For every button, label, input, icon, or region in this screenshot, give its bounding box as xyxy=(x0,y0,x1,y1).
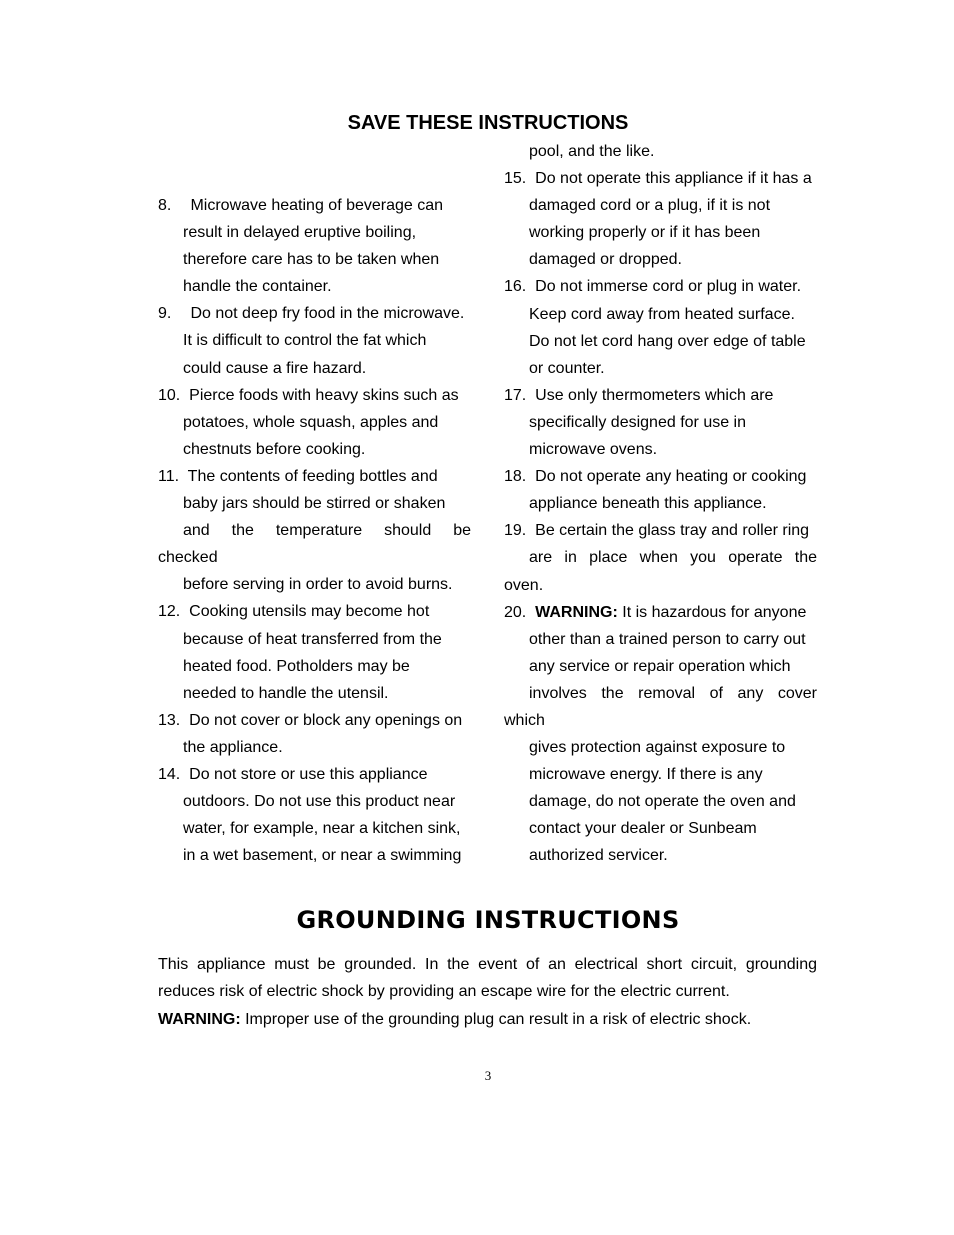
list-item-12: 12. Cooking utensils may become hot xyxy=(158,603,430,621)
grounding-warning: WARNING: Improper use of the grounding plug can result in a risk of electric shock. xyxy=(158,1011,752,1028)
list-item-13: 13. Do not cover or block any openings on xyxy=(158,711,463,729)
list-item-20: 20. WARNING: It is hazardous for anyone xyxy=(504,603,807,621)
right-column: pool, and the like. 15. Do not operate this appliance if it has a damaged cord or a plug, if it is not working properly or if it has been damaged or dropped. 16. Do not immerse cord or plug in water. Keep cord away from heated surface. Do not let cord hang over edge of table or counter. 17. Use only thermometers which are specifically designed for use in microwave ovens. 18. Do not operate any heating or cooking appliance beneath this appliance. 19. Be certain the glass tray and roller ring are in place when you operate the oven. 20. WARNING: It is hazardous for anyone other than a trained person to carry out any service or repair operation which involves the removal of any cover which gives protection against exposure to microwave energy. If there is any damage, do not operate the oven and contact your dealer or Sunbeam authorized servicer. xyxy=(504,143,817,865)
list-item-10: 10. Pierce foods with heavy skins such as xyxy=(158,386,459,404)
save-instructions-heading: SAVE THESE INSTRUCTIONS xyxy=(347,112,629,134)
grounding-instructions-heading: GROUNDING INSTRUCTIONS xyxy=(296,906,680,934)
page-number: 3 xyxy=(484,1068,492,1083)
list-item-9: 9. Do not deep fry food in the microwave. xyxy=(158,305,465,323)
warning-label: WARNING: xyxy=(535,603,618,621)
list-item-16: 16. Do not immerse cord or plug in water. xyxy=(504,278,802,296)
list-item-18: 18. Do not operate any heating or cooking xyxy=(504,468,807,486)
list-item-11: 11. The contents of feeding bottles and xyxy=(158,467,438,485)
grounding-paragraph: This appliance must be grounded. In the event of an electrical short circuit, grounding reduces risk of electric shock by providing an escape wire for the electric current. xyxy=(158,956,817,1001)
list-item-17: 17. Use only thermometers which are xyxy=(504,386,774,404)
list-item-15: 15. Do not operate this appliance if it has a xyxy=(504,170,812,188)
list-item-14: 14. Do not store or use this appliance xyxy=(158,765,428,783)
warning-label: WARNING: xyxy=(158,1011,241,1028)
left-column: 8. Microwave heating of beverage can result in delayed eruptive boiling, therefore care has to be taken when handle the container. 9. Do not deep fry food in the microwave. It is difficult to control the fat which could cause a fire hazard. 10. Pierce foods with heavy skins such as potatoes, whole squash, apples and chestnuts before cooking. 11. The contents of feeding bottles and baby jars should be stirred or shaken and the temperature should be checked before serving in order to avoid burns. 12. Cooking utensils may become hot because of heat transferred from the heated food. Potholders may be needed to handle the utensil. 13. Do not cover or block any openings on the appliance. 14. Do not store or use this appliance outdoors. Do not use this product near water, for example, near a kitchen sink, in a wet basement, or near a swimming xyxy=(158,192,471,869)
list-item-19: 19. Be certain the glass tray and roller ring xyxy=(504,522,810,540)
list-item-8: 8. Microwave heating of beverage can xyxy=(158,197,444,214)
